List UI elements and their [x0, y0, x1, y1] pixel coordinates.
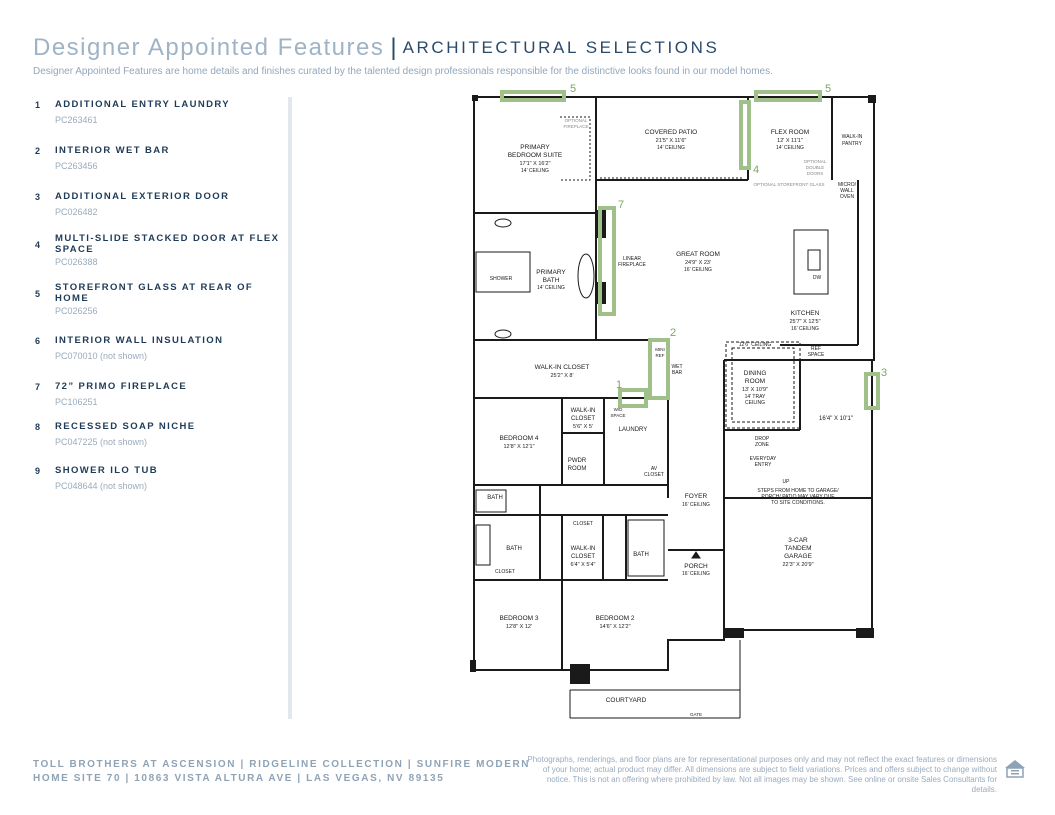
room-label: ZONE — [755, 442, 769, 448]
room-dimension: 25'7" X 12'5" — [789, 319, 821, 325]
room-label: FIREPLACE — [618, 262, 646, 268]
feature-number: 8 — [35, 422, 41, 432]
callout-3: 3 — [881, 367, 888, 379]
room-dimension: 12'8" X 12' — [505, 624, 533, 630]
feature-name: STOREFRONT GLASS AT REAR OF HOME — [55, 282, 254, 304]
room-label: BEDROOM SUITE — [507, 152, 563, 159]
room-label: 12'6" CEILING — [738, 342, 772, 348]
room-label: AV — [650, 466, 658, 472]
feature-code: PC263461 — [55, 115, 98, 125]
room-label: PRIMARY — [520, 144, 550, 151]
feature-code: PC263456 — [55, 161, 98, 171]
room-label: PWDR — [567, 458, 587, 464]
room-dimension: 5'6" X 5' — [573, 424, 593, 430]
section-divider — [288, 97, 292, 719]
page-title: Designer Appointed Features — [33, 34, 385, 61]
room-dimension: 13' X 10'9" — [741, 387, 769, 393]
room-label: TANDEM — [784, 545, 812, 552]
callout-4: 4 — [753, 164, 760, 176]
room-label: SPACE — [807, 352, 825, 358]
room-ceiling: 14' CEILING — [776, 145, 804, 151]
plan-room-labels — [487, 118, 862, 717]
room-ceiling: 16' CEILING — [682, 571, 710, 577]
footer-community — [33, 758, 530, 786]
feature-name: ADDITIONAL ENTRY LAUNDRY — [55, 99, 231, 110]
feature-code: PC026256 — [55, 306, 98, 316]
feature-code: PC047225 (not shown) — [55, 437, 148, 447]
feature-number: 4 — [35, 240, 41, 250]
room-label: BEDROOM 2 — [595, 615, 635, 622]
room-dimension: 25'2" X 8' — [550, 373, 574, 379]
feature-number: 2 — [35, 146, 41, 156]
room-label: ENTRY — [754, 462, 772, 468]
room-label: REF — [655, 353, 665, 358]
room-ceiling: CEILING — [744, 400, 766, 406]
equal-housing-logo-icon — [1003, 758, 1027, 782]
room-label: SPACE — [610, 413, 626, 418]
feature-name: SHOWER ILO TUB — [55, 465, 158, 476]
room-label: BATH — [506, 546, 522, 552]
room-label: WALL — [840, 188, 854, 194]
room-label: PORCH — [684, 563, 708, 570]
room-label: SHOWER — [489, 276, 513, 282]
room-label: DINING — [743, 370, 767, 377]
feature-name: 72” PRIMO FIREPLACE — [55, 381, 188, 392]
callout-2: 2 — [670, 327, 677, 339]
room-label: COURTYARD — [605, 697, 647, 704]
feature-code: PC026482 — [55, 207, 98, 217]
room-label: BATH — [542, 277, 560, 284]
callout-1: 1 — [616, 379, 623, 391]
plan-note: TO SITE CONDITIONS. — [771, 500, 825, 506]
plan-note: OPTIONAL — [564, 118, 588, 123]
plan-note: OPTIONAL — [803, 159, 827, 164]
plan-note: STEPS FROM HOME TO GARAGE/ — [757, 488, 839, 494]
room-label: COVERED PATIO — [644, 129, 698, 136]
feature-name: ADDITIONAL EXTERIOR DOOR — [55, 191, 230, 202]
room-ceiling: 16' CEILING — [682, 502, 710, 508]
plan-note: FIREPLACE — [563, 124, 589, 129]
room-label: CLOSET — [643, 472, 665, 478]
room-label: MICRO/ — [837, 182, 857, 188]
footer-disclaimer: Photographs, renderings, and floor plans are for representational purposes only and may not reflect the exact features or dimensions of your home; actual product may differ. All dimensions are subject to field variations. Prices and offers subject to change without notice. This is not an offering where prohibited by law. Not all images may be shown. See online or onsite Sales Consultants for details. — [527, 755, 997, 794]
room-ceiling: 14' TRAY — [744, 394, 766, 400]
room-label: GATE — [690, 712, 702, 717]
room-label: LINEAR — [622, 256, 642, 262]
room-dimension: 6'4" X 5'4" — [570, 562, 596, 568]
room-label: CLOSET — [494, 569, 516, 575]
feature-code: PC070010 (not shown) — [55, 351, 148, 361]
plan-note: DOORS — [806, 171, 824, 176]
page-header — [33, 34, 719, 62]
room-dimension: 21'5" X 11'6" — [655, 138, 687, 144]
feature-code: PC106251 — [55, 397, 98, 407]
room-ceiling: 16' CEILING — [684, 267, 712, 273]
room-dimension: 17'1" X 16'2" — [519, 161, 551, 167]
room-label: OVEN — [839, 194, 855, 200]
callout-5: 5 — [570, 83, 577, 95]
room-label: BEDROOM 3 — [499, 615, 539, 622]
feature-number: 6 — [35, 336, 41, 346]
plan-note: PORCH/ PATIO MAY VARY DUE — [761, 494, 835, 500]
floor-plan — [455, 80, 895, 725]
feature-number: 1 — [35, 100, 41, 110]
room-ceiling: 14' CEILING — [537, 285, 565, 291]
room-label: BEDROOM 4 — [499, 435, 539, 442]
room-label: GREAT ROOM — [676, 251, 720, 258]
room-label: UP — [782, 479, 790, 485]
room-label: WALK-IN — [570, 408, 596, 414]
room-label: BAR — [671, 370, 683, 376]
room-ceiling: 14' CEILING — [521, 168, 549, 174]
room-label: KITCHEN — [790, 310, 820, 317]
feature-number: 9 — [35, 466, 41, 476]
callout-5: 5 — [825, 83, 832, 95]
room-ceiling: 14' CEILING — [657, 145, 685, 151]
feature-name: MULTI-SLIDE STACKED DOOR AT FLEX SPACE — [55, 233, 280, 255]
room-label: W/D — [613, 407, 623, 412]
room-label: FOYER — [684, 493, 708, 500]
room-label: CLOSET — [570, 416, 596, 422]
intro-text: Designer Appointed Features are home details and finishes curated by the talented design professionals responsible for the distinctive looks found in our model homes. — [33, 66, 773, 77]
room-label: EVERYDAY — [749, 456, 777, 462]
room-label: FLEX ROOM — [770, 129, 810, 136]
room-label: MINI — [655, 347, 665, 352]
room-dimension: 12'8" X 12'1" — [503, 444, 535, 450]
feature-number: 7 — [35, 382, 41, 392]
room-label: ROOM — [744, 378, 766, 385]
room-label: REF — [811, 346, 821, 352]
room-dimension: 14'6" X 12'2" — [599, 624, 631, 630]
feature-name: INTERIOR WALL INSULATION — [55, 335, 224, 346]
stacked-door-highlight — [741, 102, 749, 168]
plan-note: DOUBLE — [805, 165, 825, 170]
room-dimension: 24'9" X 23' — [684, 260, 712, 266]
feature-code: PC048644 (not shown) — [55, 481, 148, 491]
feature-name: INTERIOR WET BAR — [55, 145, 170, 156]
room-label: DROP — [754, 436, 770, 442]
room-label: WALK-IN CLOSET — [534, 364, 590, 371]
room-dimension: 12' X 11'1" — [777, 138, 803, 144]
room-label: BATH — [487, 495, 503, 501]
room-label: WET — [671, 364, 683, 370]
plan-note: OPTIONAL STOREFRONT GLASS — [753, 182, 825, 187]
room-label: ROOM — [567, 466, 587, 472]
footer-collection-line: TOLL BROTHERS AT ASCENSION | RIDGELINE COLLECTION | SUNFIRE MODERN — [33, 759, 531, 770]
feature-number: 5 — [35, 289, 41, 299]
room-ceiling: 16' CEILING — [791, 326, 819, 332]
room-label: 3-CAR — [788, 537, 808, 544]
room-dimension: 22'3" X 20'9" — [782, 562, 814, 568]
room-label: DW — [812, 275, 822, 281]
room-dimension: 16'4" X 10'1" — [819, 416, 853, 422]
feature-code: PC026388 — [55, 257, 98, 267]
room-label: CLOSET — [572, 521, 594, 527]
footer-address-line: HOME SITE 70 | 10863 VISTA ALTURA AVE | LAS VEGAS, NV 89135 — [33, 773, 445, 784]
room-label: BATH — [633, 552, 649, 558]
feature-name: RECESSED SOAP NICHE — [55, 421, 196, 432]
room-label: WALK-IN — [841, 134, 863, 140]
room-label: PRIMARY — [536, 269, 566, 276]
room-label: LAUNDRY — [618, 427, 648, 433]
feature-number: 3 — [35, 192, 41, 202]
callout-7: 7 — [618, 199, 625, 211]
room-label: GARAGE — [784, 553, 812, 560]
page-subtitle: ARCHITECTURAL SELECTIONS — [402, 38, 720, 57]
title-separator: | — [390, 34, 397, 61]
room-label: PANTRY — [842, 141, 862, 147]
room-label: WALK-IN — [570, 546, 596, 552]
room-label: CLOSET — [570, 554, 596, 560]
